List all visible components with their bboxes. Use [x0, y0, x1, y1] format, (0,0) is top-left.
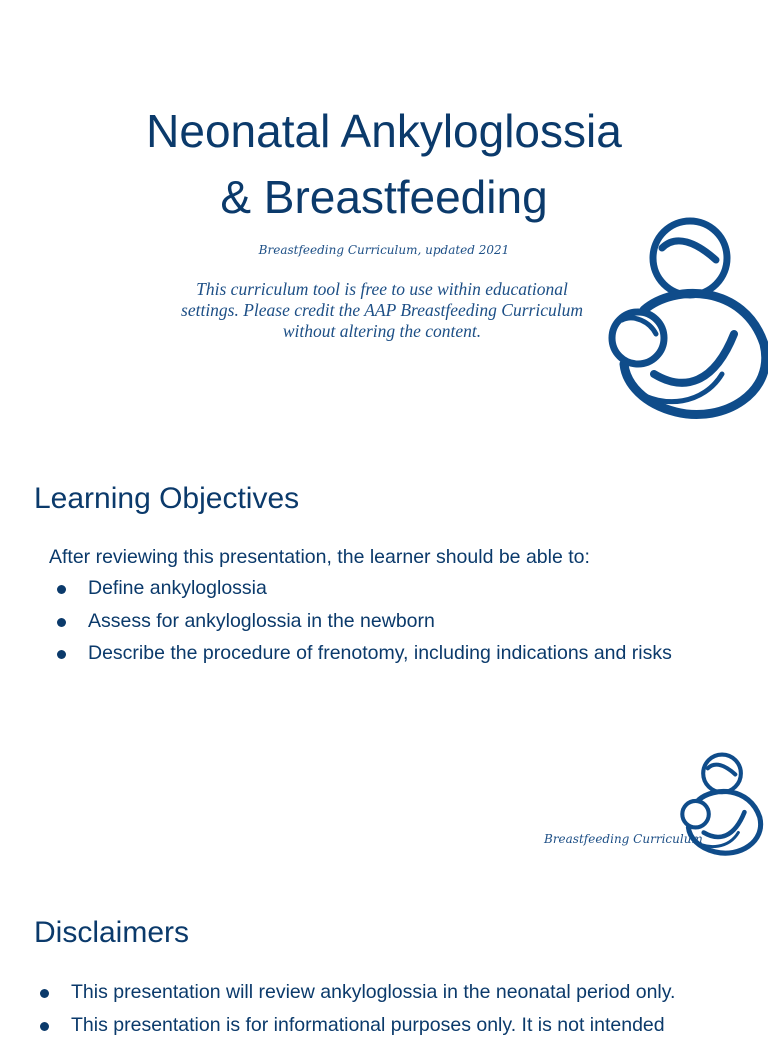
disclaimers-heading: Disclaimers — [34, 916, 189, 950]
usage-notice-line-3: without altering the content. — [283, 321, 481, 341]
presentation-title — [0, 98, 768, 230]
usage-notice-line-2: settings. Please credit the AAP Breastfeeding Curriculum — [181, 300, 583, 320]
mother-baby-icon — [676, 751, 764, 859]
title-slide — [0, 0, 768, 440]
title-line-1: Neonatal Ankyloglossia — [146, 105, 622, 157]
list-item: This presentation will review ankyloglossia in the neonatal period only. — [35, 976, 675, 1009]
list-item: Describe the procedure of frenotomy, including indications and risks — [52, 637, 672, 670]
title-line-2: & Breastfeeding — [220, 171, 547, 223]
list-item: Assess for ankyloglossia in the newborn — [52, 605, 672, 638]
objectives-lead: After reviewing this presentation, the learner should be able to: — [49, 546, 590, 569]
mother-baby-icon — [604, 214, 768, 426]
usage-notice — [160, 279, 604, 342]
disclaimers-slide — [0, 870, 768, 1024]
objectives-heading: Learning Objectives — [34, 482, 299, 516]
objectives-list — [52, 572, 672, 670]
objectives-slide — [0, 440, 768, 870]
list-item: This presentation is for informational purposes only. It is not intended — [35, 1009, 675, 1041]
curriculum-subtitle: Breastfeeding Curriculum, updated 2021 — [0, 243, 768, 257]
footer-label: Breastfeeding Curriculum — [544, 832, 703, 846]
list-item: Define ankyloglossia — [52, 572, 672, 605]
usage-notice-line-1: This curriculum tool is free to use within educational — [196, 279, 568, 299]
disclaimers-list — [35, 976, 675, 1041]
